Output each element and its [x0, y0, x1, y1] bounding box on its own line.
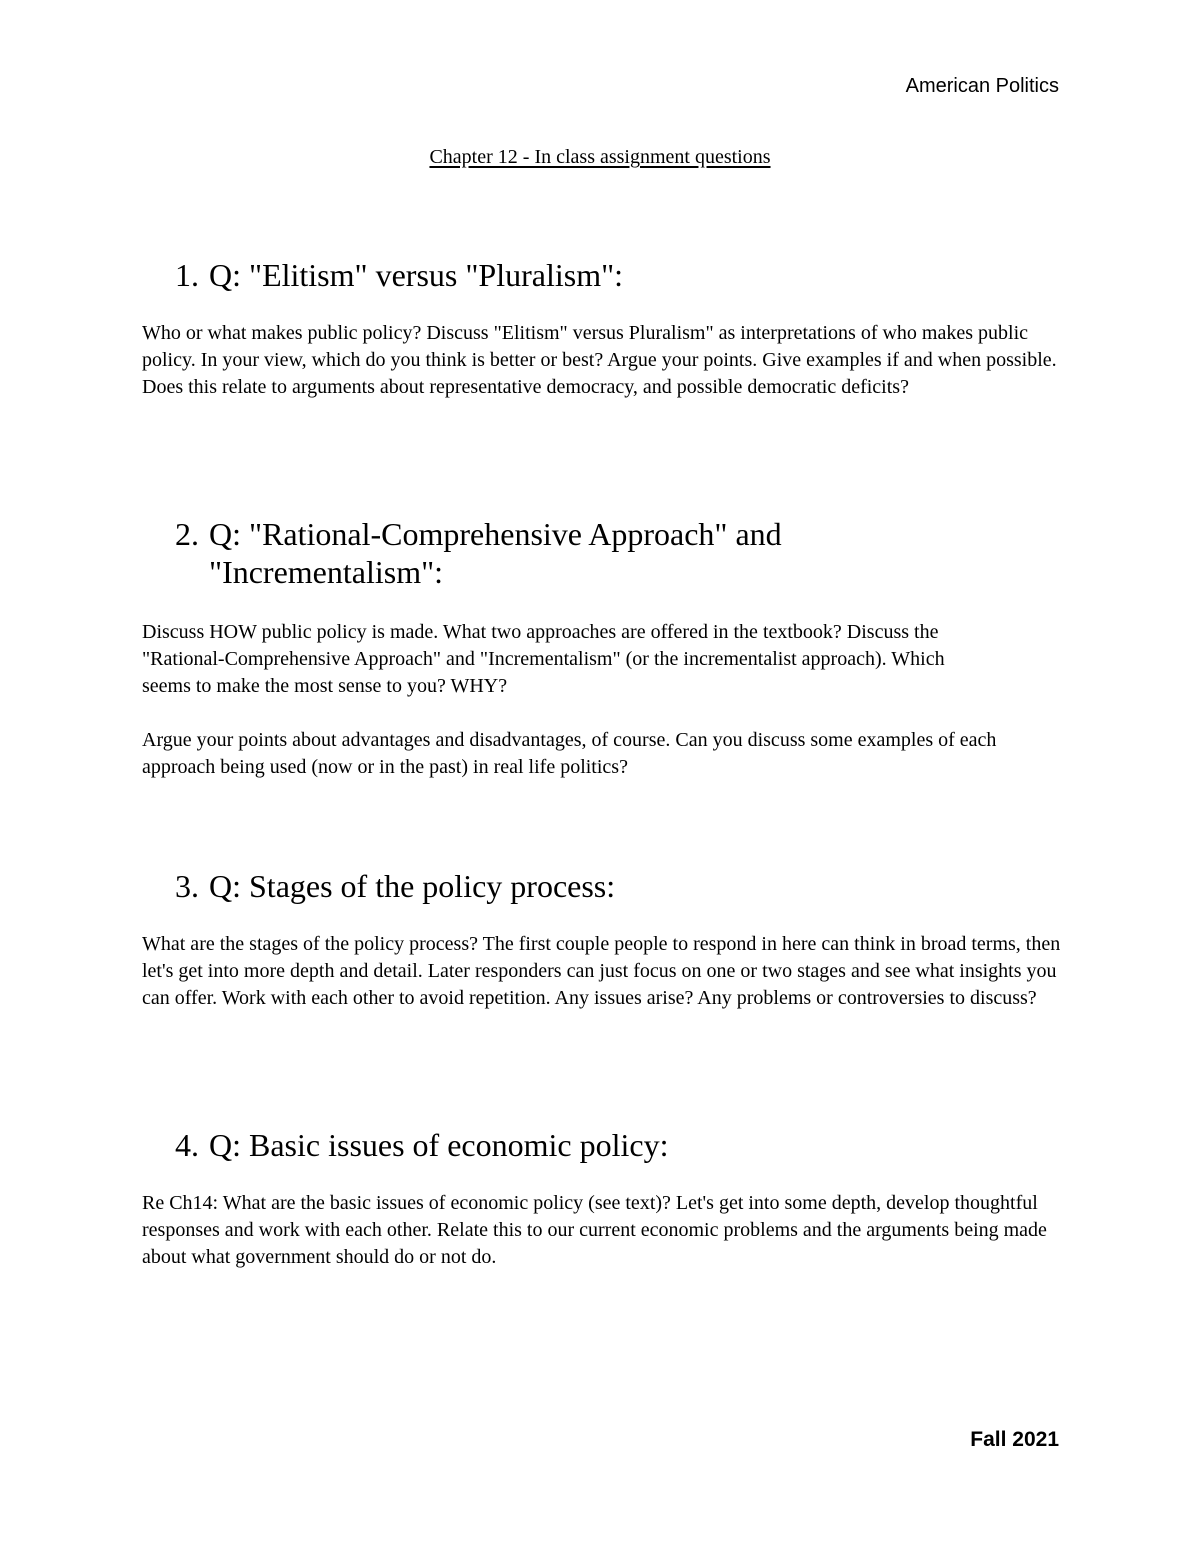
question-4 — [142, 1126, 1072, 1271]
question-3-number: 3. — [175, 868, 199, 904]
page-title — [0, 144, 1200, 170]
term-label: Fall 2021 — [970, 1428, 1059, 1451]
question-3-heading — [142, 867, 1072, 905]
question-1 — [142, 256, 1072, 401]
course-name: American Politics — [905, 75, 1059, 97]
question-1-body: Who or what makes public policy? Discuss "Elitism" versus Pluralism" as interpretations of who makes public policy. In your view, which do you think is better or best? Argue your points. Give examples if and when possible. Does this relate to arguments about representative democracy, and possible democratic deficits? — [142, 322, 1057, 398]
question-4-number: 4. — [175, 1127, 199, 1163]
question-4-title: Q: Basic issues of economic policy: — [209, 1127, 669, 1163]
question-4-heading — [142, 1126, 1072, 1164]
question-3-body: What are the stages of the policy process? The first couple people to respond in here can think in broad terms, then let's get into more depth and detail. Later responders can just focus on one or two stages and see what insights you can offer. Work with each other to avoid repetition. Any issues arise? Any problems or controversies to discuss? — [142, 933, 1061, 1009]
question-2-body-1: Discuss HOW public policy is made. What two approaches are offered in the textbook? Discuss the "Rational-Comprehensive Approach" and "Incrementalism" (or the incrementalist approach). Which seems to make the most sense to you? WHY? — [142, 621, 945, 697]
question-3 — [142, 867, 1072, 1012]
page-title-text: Chapter 12 - In class assignment questions — [429, 146, 771, 168]
question-1-number: 1. — [175, 257, 199, 293]
question-1-title: Q: "Elitism" versus "Pluralism": — [209, 257, 624, 293]
question-2 — [142, 515, 1072, 781]
question-2-number: 2. — [175, 516, 199, 552]
question-2-title: Q: "Rational-Comprehensive Approach" and "Incrementalism": — [209, 516, 782, 590]
question-2-body-2: Argue your points about advantages and disadvantages, of course. Can you discuss some examples of each approach being used (now or in the past) in real life politics? — [142, 729, 997, 778]
question-4-body: Re Ch14: What are the basic issues of economic policy (see text)? Let's get into some depth, develop thoughtful responses and work with each other. Relate this to our current economic problems and the arguments being made about what government should do or not do. — [142, 1192, 1047, 1268]
question-2-heading — [142, 515, 1072, 591]
question-1-heading — [142, 256, 1072, 294]
question-3-title: Q: Stages of the policy process: — [209, 868, 616, 904]
